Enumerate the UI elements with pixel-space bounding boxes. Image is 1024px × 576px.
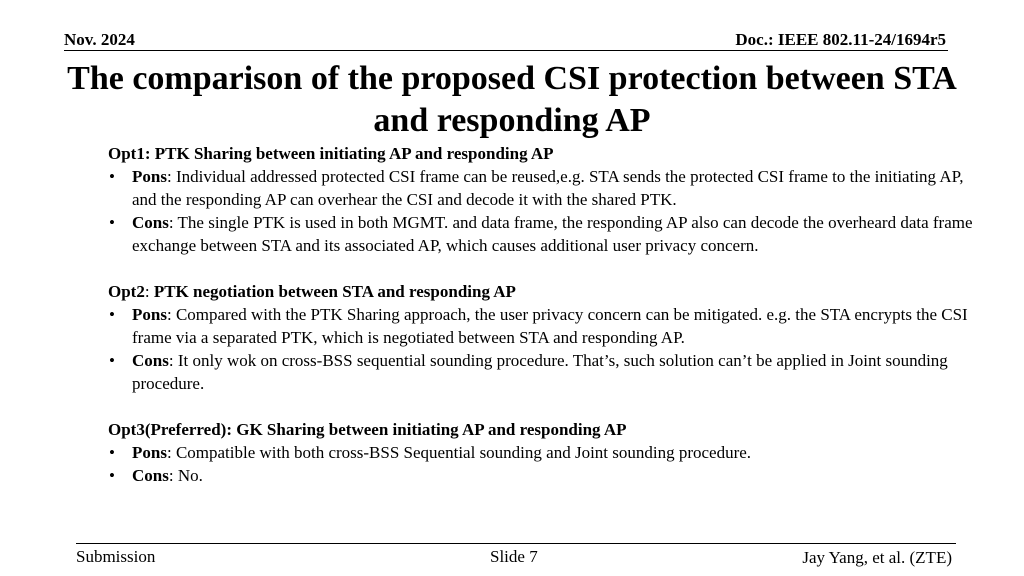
- header-doc-id: Doc.: IEEE 802.11-24/1694r5: [735, 30, 946, 49]
- pros-term: Pons: [132, 443, 167, 462]
- option-3-heading: Opt3(Preferred): GK Sharing between initiating AP and responding AP: [108, 420, 627, 439]
- cons-term: Cons: [132, 351, 169, 370]
- cons-text: : No.: [168, 466, 203, 485]
- option-2-bullets: [108, 303, 988, 395]
- footer-divider: [76, 543, 956, 544]
- bullet-icon: •: [109, 305, 115, 324]
- cons-text: : The single PTK is used in both MGMT. and data frame, the responding AP also can decode the overheard data frame exchange between STA and its associated AP, which causes additional user privacy concern.: [132, 213, 973, 255]
- slide-body: [108, 142, 988, 487]
- option-1-heading: Opt1: PTK Sharing between initiating AP and responding AP: [108, 144, 554, 163]
- bullet-icon: •: [109, 213, 115, 232]
- option-2-heading-prefix: Opt2: [108, 282, 145, 301]
- bullet-icon: •: [109, 443, 115, 462]
- option-3-pros: [108, 441, 988, 464]
- option-1-cons: [108, 211, 988, 257]
- option-2-heading-sep: :: [144, 282, 154, 301]
- header-divider: [64, 50, 948, 51]
- pros-text: : Compatible with both cross-BSS Sequential sounding and Joint sounding procedure.: [166, 443, 752, 462]
- bullet-icon: •: [109, 466, 115, 485]
- option-3: [108, 418, 988, 487]
- cons-term: Cons: [132, 466, 169, 485]
- option-2: [108, 280, 988, 395]
- bullet-icon: •: [109, 167, 115, 186]
- footer-submission: Submission: [76, 547, 156, 566]
- spacer: [108, 257, 988, 280]
- option-3-cons: [108, 464, 988, 487]
- pros-text: : Compared with the PTK Sharing approach, the user privacy concern can be mitigated. e.g. the STA encrypts the CSI frame via a separated PTK, which is negotiated between STA and responding AP.: [132, 305, 968, 347]
- footer-slide-number: Slide 7: [490, 547, 538, 566]
- header-date: Nov. 2024: [64, 30, 135, 49]
- option-2-cons: [108, 349, 988, 395]
- option-2-heading-text: PTK negotiation between STA and responding AP: [153, 282, 516, 301]
- spacer: [108, 395, 988, 418]
- option-2-pros: [108, 303, 988, 349]
- option-1-pros: [108, 165, 988, 211]
- cons-term: Cons: [132, 213, 169, 232]
- option-1-bullets: [108, 165, 988, 257]
- option-2-heading: [108, 280, 988, 303]
- footer-authors: Jay Yang, et al. (ZTE): [802, 548, 952, 567]
- option-3-bullets: [108, 441, 988, 487]
- pros-term: Pons: [132, 305, 167, 324]
- option-1: [108, 142, 988, 257]
- pros-term: Pons: [132, 167, 167, 186]
- slide-title: The comparison of the proposed CSI protection between STA and responding AP: [67, 60, 957, 139]
- pros-text: : Individual addressed protected CSI frame can be reused,e.g. STA sends the protected CSI frame to the initiating AP, and the responding AP can overhear the CSI and decode it with the shared PTK.: [132, 167, 964, 209]
- bullet-icon: •: [109, 351, 115, 370]
- cons-text: : It only wok on cross-BSS sequential sounding procedure. That’s, such solution can’t be applied in Joint sounding procedure.: [132, 351, 948, 393]
